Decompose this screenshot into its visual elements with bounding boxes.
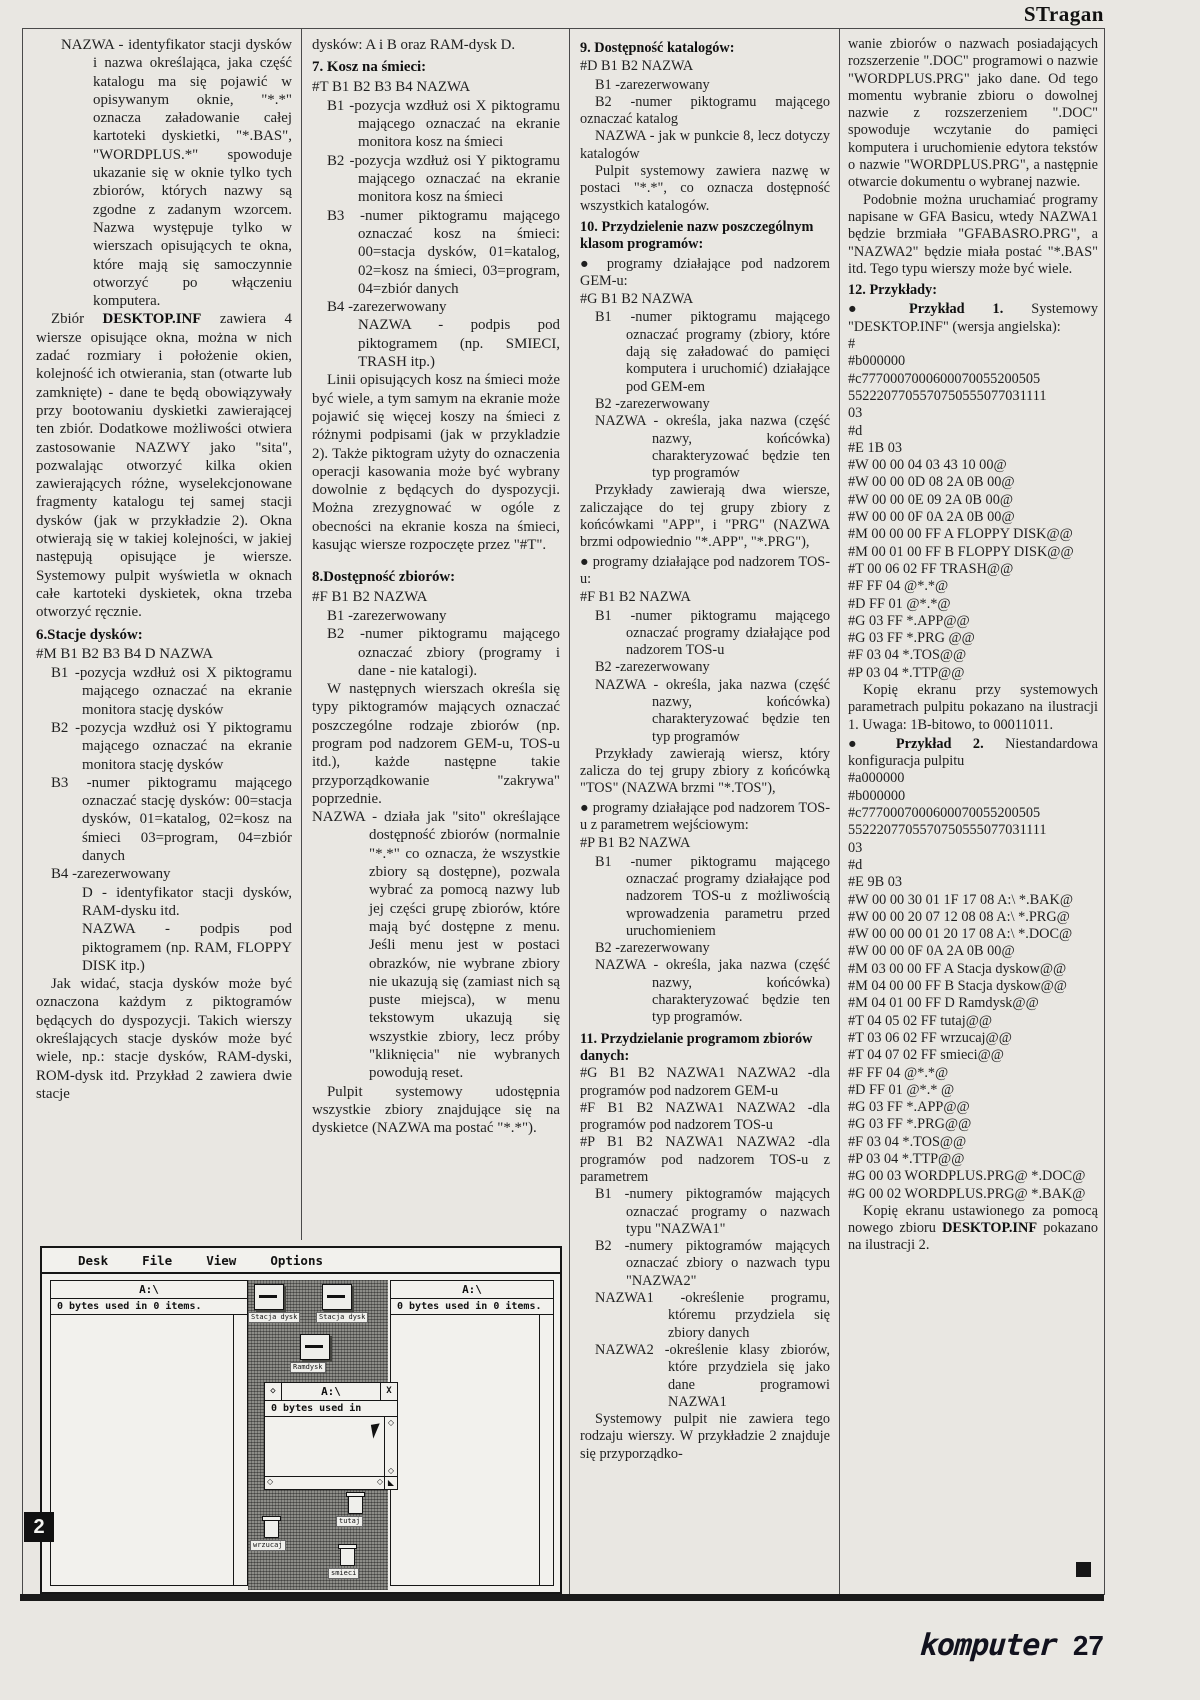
text-block: dysków: A i B oraz RAM-dysk D. bbox=[312, 37, 516, 53]
text-block: NAZWA - identyfikator stacji dysków i nazwa określająca, jaka część katalogu ma się pojawić w opisywanym oknie, "*.*" oznacza załadowanie całej kartoteki dyskietki, "*.BAS", "WORDPLUS.*" spowoduje ukazanie się w oknie tylko tych zbiorów, których nazwy są zgodne z zadanym wzorcem. Nazwa występuje tylko w wierszach opisujących te okna, które mają się samoczynnie otworzyć po włączeniu komputera. bbox=[61, 37, 292, 310]
window-info: 0 bytes used in 0 items. bbox=[51, 1299, 247, 1315]
text-block: B3 -numer piktogramu mającego oznaczać stację dysków: 00=stacja dysków, 01=katalog, 02=kosz na śmieci 03=program, 04=zbiór danych bbox=[51, 774, 292, 865]
text-block: #F FF 04 @*.*@ bbox=[848, 1064, 949, 1081]
text-block: #F 03 04 *.TOS@@ bbox=[848, 1133, 967, 1150]
text-block: #F FF 04 @*.*@ bbox=[848, 578, 949, 595]
text-block: B1 -numer piktogramu mającego oznaczać programy (zbiory, które dają się załadować do pamięci komputera i uruchomić) działające pod GEM-em bbox=[595, 309, 830, 395]
magazine-logo: komputer bbox=[919, 1628, 1059, 1663]
text-block: NAZWA - określa, jaka nazwa (część nazwy, końcówka) charakteryzować będzie ten typ programów. bbox=[595, 957, 830, 1026]
text-block: #c7770007000600070055200505 bbox=[848, 370, 1041, 387]
window-title: A:\ bbox=[321, 1385, 341, 1398]
text-block: B2 -zarezerwowany bbox=[595, 659, 710, 676]
text-block: wanie zbiorów o nazwach posiadających rozszerzenie ".DOC" programowi o nazwie "WORDPLUS.PRG" jako dane. Od tego momentu wybranie zbioru o dowolnej nazwie z rozszerzeniem ".DOC" spowoduje wczytanie do pamięci komputera i uruchomienie edytora tekstów o nazwie "WORDPLUS.PRG", a następnie otwarcie dokumentu o wybranej nazwie. bbox=[848, 36, 1098, 191]
page-number: 27 bbox=[1072, 1630, 1104, 1661]
text-block: #M 00 01 00 FF B FLOPPY DISK@@ bbox=[848, 543, 1074, 560]
text-block: #d bbox=[848, 422, 863, 439]
text-block: B1 -zarezerwowany bbox=[595, 76, 710, 93]
text-block: #M B1 B2 B3 B4 D NAZWA bbox=[36, 645, 214, 662]
window-titlebar bbox=[265, 1383, 397, 1401]
text-block: Przykłady zawierają dwa wiersze, zaliczające do tej grupy zbiory z końcówkami "APP", i "PRG" (NAZWA brzmi odpowiednio "*.APP", "*.PRG"), bbox=[580, 482, 830, 551]
floppy-drive-icon bbox=[254, 1284, 284, 1310]
text-block: B2 -pozycja wzdłuż osi Y piktogramu mającego oznaczać na ekranie monitora stację dysków bbox=[51, 719, 292, 773]
text-block: #E 9B 03 bbox=[848, 874, 903, 891]
text-block: B2 -numer piktogramu mającego oznaczać katalog bbox=[580, 93, 830, 128]
text-block: #F B1 B2 NAZWA bbox=[580, 589, 691, 606]
text-block: Systemowy pulpit nie zawiera tego rodzaju wierszy. W przykładzie 2 znajduje się przyporządko- bbox=[580, 1411, 830, 1462]
window-title: A:\ bbox=[51, 1281, 247, 1299]
text-block: Linii opisujących kosz na śmieci może być wiele, a tym samym na ekranie może pojawić się więcej koszy na śmieci z różnymi podpisami (jak w przykladzie 2). Także piktogram użyty do oznaczenia operacji kasowania może być wybrany dowolnie z będących do dyspozycji. Można zrezygnować w ogóle z obecności na ekranie kosza na śmieci, kasując wiersze rozpoczęte przez "#T". bbox=[312, 372, 560, 554]
text-block: Przykłady zawierają wiersz, który zalicza do tej grupy zbiory z końcówką "TOS" (NAZWA brzmi "*.TOS"), bbox=[580, 745, 830, 797]
menu-item-file: File bbox=[142, 1252, 173, 1268]
gem-window-left bbox=[50, 1280, 248, 1586]
text-block: B4 -zarezerwowany bbox=[327, 299, 447, 316]
text-block: 10. Przydzielenie nazw poszczególnym klasom programów: bbox=[580, 218, 814, 253]
text-block: #P 03 04 *.TTP@@ bbox=[848, 664, 965, 681]
text-block: #G 00 02 WORDPLUS.PRG@ *.BAK@ bbox=[848, 1185, 1086, 1202]
text-block: Pulpit systemowy zawiera nazwę w postaci "*.*", co oznacza dostępność wszystkich katalogów. bbox=[580, 163, 830, 214]
text-block: #G 03 FF *.APP@@ bbox=[848, 1099, 970, 1116]
scroll-left-icon: ◇ bbox=[267, 1477, 274, 1486]
text-block: #T 04 07 02 FF smieci@@ bbox=[848, 1047, 1004, 1064]
menu-item-view: View bbox=[206, 1252, 237, 1268]
article-column-3 bbox=[580, 36, 830, 1588]
column-rule bbox=[569, 28, 570, 1594]
text-block: NAZWA - działa jak "sito" określające dostępność zbiorów (normalnie "*.*" co oznacza, że wszystkie zbiory są dostępne), pozwala wybrać za pomocą nazwy lub jej części grupę zbiorów, które mają być dostępne z menu. Jeśli menu jest w postaci obrazków, nie wybrane zbiory nie ukazują się (zamiast nich są puste miejsca), w menu tekstowym ukazują się wszystkie zbiory, lecz próby "kliknięcia" nie wybranych powodują reset. bbox=[312, 809, 560, 1082]
text-block: #F B1 B2 NAZWA bbox=[312, 588, 428, 605]
text-block: Pulpit systemowy udostępnia wszystkie zbiory znajdujące się na dyskietce (NAZWA ma postać "*.*"). bbox=[312, 1083, 560, 1137]
text-block: #G 03 FF *.PRG @@ bbox=[848, 630, 975, 647]
ramdisk-icon bbox=[300, 1334, 330, 1360]
icon-label: Stacja dysk bbox=[316, 1312, 368, 1323]
disk-slot bbox=[327, 1295, 345, 1298]
text-block: B2 -pozycja wzdłuż osi Y piktogramu mającego oznaczać na ekranie monitora kosz na śmieci bbox=[327, 152, 560, 206]
text-block: #G B1 B2 NAZWA1 NAZWA2 -dla programów pod nadzorem GEM-u bbox=[580, 1065, 830, 1099]
text-block: B1 -zarezerwowany bbox=[327, 607, 447, 624]
text-block: #D FF 01 @*.*@ bbox=[848, 595, 951, 612]
window-info: 0 bytes used in bbox=[265, 1401, 397, 1417]
text-block: #W 00 00 30 01 1F 17 08 A:\ *.BAK@ bbox=[848, 891, 1073, 908]
text-block: W następnych wierszach określa się typy piktogramów mających oznaczać poszczególne rodzaje zbiorów (np. program pod nadzorem GEM-u, TOS-u itd.), każde następne takie przyporządkowanie "zakrywa" poprzednie. bbox=[312, 681, 560, 807]
text-block: 03 bbox=[848, 405, 863, 422]
text-block: B2 -numery piktogramów mających oznaczać zbiory o nazwach typu "NAZWA2" bbox=[595, 1238, 830, 1289]
text-block: 12. Przykłady: bbox=[848, 282, 937, 299]
text-block: 8.Dostępność zbiorów: bbox=[312, 569, 456, 586]
text-block: #F 03 04 *.TOS@@ bbox=[848, 647, 967, 664]
fuller-icon: X bbox=[380, 1383, 397, 1400]
vertical-scrollbar bbox=[384, 1417, 397, 1477]
text-block: #G B1 B2 NAZWA bbox=[580, 291, 694, 308]
text-block: #d bbox=[848, 856, 863, 873]
text-block: #M 04 01 00 FF D Ramdysk@@ bbox=[848, 995, 1039, 1012]
column-rule bbox=[839, 28, 840, 1594]
text-block: B1 -pozycja wzdłuż osi X piktogramu mającego oznaczać na ekranie monitora kosz na śmieci bbox=[327, 97, 560, 151]
text-block: 5522207705570750555077031111 bbox=[848, 822, 1047, 839]
menu-item-options: Options bbox=[270, 1252, 324, 1268]
column-rule bbox=[301, 28, 302, 1240]
text-block: NAZWA - określa, jaka nazwa (część nazwy, końcówka) charakteryzować będzie ten typ programów bbox=[595, 413, 830, 482]
text-block: 9. Dostępność katalogów: bbox=[580, 40, 735, 56]
text-block: #G 03 FF *.APP@@ bbox=[848, 612, 970, 629]
text-block: Jak widać, stacja dysków może być oznaczona każdym z piktogramów będących do dyspozycji. Takich wierszy określających stacje dysków może być wiele, np.: stacje dysków, RAM-dyski, ROM-dysk itd. Przykład 2 zawiera dwie stacje bbox=[36, 976, 292, 1102]
icon-label: Stacja dysk bbox=[248, 1312, 300, 1323]
text-block: ● programy działające pod nadzorem TOS-u z parametrem wejściowym: bbox=[580, 799, 830, 834]
text-block: #T 00 06 02 FF TRASH@@ bbox=[848, 560, 1014, 577]
menu-item-desk: Desk bbox=[78, 1252, 109, 1268]
scrollbar bbox=[539, 1315, 553, 1585]
icon-label: smieci bbox=[328, 1568, 359, 1579]
bottom-rule bbox=[20, 1594, 1104, 1601]
text-block: ● programy działające pod nadzorem GEM-u: bbox=[580, 255, 830, 289]
window-title: A:\ bbox=[391, 1281, 553, 1299]
scroll-right-icon: ◇ bbox=[376, 1477, 383, 1486]
gem-window-right bbox=[390, 1280, 554, 1586]
text-block: B1 -numery piktogramów mających oznaczać programy o nazwach typu "NAZWA1" bbox=[595, 1186, 830, 1237]
horizontal-scrollbar bbox=[265, 1476, 385, 1489]
article-column-4 bbox=[848, 36, 1098, 1588]
text-block: 7. Kosz na śmieci: bbox=[312, 59, 427, 76]
text-block: #P 03 04 *.TTP@@ bbox=[848, 1151, 965, 1167]
text-block: B2 -numer piktogramu mającego oznaczać zbiory (programy i dane - nie katalogi). bbox=[327, 626, 560, 679]
resize-icon: ◣ bbox=[384, 1476, 397, 1489]
text-block: NAZWA2 -określenie klasy zbiorów, które przydziela się jako dane programowi NAZWA1 bbox=[595, 1341, 830, 1410]
text-block: NAZWA1 -określenie programu, któremu przydziela się zbiory danych bbox=[595, 1290, 830, 1341]
text-block: B3 -numer piktogramu mającego oznaczać kosz na śmieci: 00=stacja dysków, 01=katalog, 02=kosz na śmieci, 03=program, 04=zbiór danych bbox=[327, 207, 560, 297]
text-block: #W 00 00 0D 08 2A 0B 00@ bbox=[848, 474, 1015, 491]
text-block: #M 04 00 00 FF B Stacja dyskow@@ bbox=[848, 978, 1067, 995]
text-block: #P B1 B2 NAZWA bbox=[580, 835, 691, 852]
icon-label: tutaj bbox=[336, 1516, 363, 1527]
text-block: #c7770007000600070055200505 bbox=[848, 805, 1041, 822]
text-block: ● Przykład 1. Systemowy "DESKTOP.INF" (wersja angielska): bbox=[848, 301, 1098, 335]
text-block: #T B1 B2 B3 B4 NAZWA bbox=[312, 78, 471, 95]
text-block: ● programy działające pod nadzorem TOS-u: bbox=[580, 553, 830, 587]
text-block: D - identyfikator stacji dysków, RAM-dysku itd. bbox=[82, 884, 292, 919]
page-footer bbox=[800, 1628, 1104, 1663]
icon-label: Ramdysk bbox=[290, 1362, 326, 1373]
floppy-drive-icon bbox=[322, 1284, 352, 1310]
text-block: #T 04 05 02 FF tutaj@@ bbox=[848, 1012, 993, 1029]
disk-slot bbox=[305, 1345, 323, 1348]
text-block: NAZWA - określa, jaka nazwa (część nazwy, końcówka) charakteryzować będzie ten typ programów bbox=[595, 676, 830, 745]
text-block: #W 00 00 04 03 43 10 00@ bbox=[848, 457, 1007, 474]
gem-menubar bbox=[42, 1248, 560, 1274]
scroll-up-icon: ◇ bbox=[387, 1418, 395, 1427]
text-block: #P B1 B2 NAZWA1 NAZWA2 -dla programów pod nadzorem TOS-u z parametrem bbox=[580, 1134, 830, 1185]
window-info: 0 bytes used in 0 items. bbox=[391, 1299, 553, 1315]
text-block: #G 00 03 WORDPLUS.PRG@ *.DOC@ bbox=[848, 1168, 1086, 1185]
trash-icon bbox=[340, 1548, 355, 1566]
text-block: 6.Stacje dysków: bbox=[36, 626, 143, 643]
text-block: B4 -zarezerwowany bbox=[51, 866, 171, 883]
text-block: ● Przykład 2. Niestandardowa konfiguracja pulpitu bbox=[848, 735, 1098, 770]
text-block: #D FF 01 @*.* @ bbox=[848, 1081, 955, 1098]
text-block: #b000000 bbox=[848, 353, 906, 370]
text-block: #b000000 bbox=[848, 787, 906, 804]
text-block: Kopię ekranu przy systemowych parametrach pulpitu pokazano na ilustracji 1. Uwaga: 1B-bitowo, to 00011011. bbox=[848, 681, 1098, 733]
text-block: B1 -numer piktogramu mającego oznaczać programy działające pod nadzorem TOS-u bbox=[595, 607, 830, 659]
figure-gem-desktop bbox=[40, 1246, 562, 1594]
text-block: #W 00 00 00 01 20 17 08 A:\ *.DOC@ bbox=[848, 926, 1073, 943]
text-block: #W 00 00 20 07 12 08 08 A:\ *.PRG@ bbox=[848, 908, 1070, 925]
text-block: NAZWA - jak w punkcie 8, lecz dotyczy katalogów bbox=[580, 128, 830, 162]
icon-label: wrzucaj bbox=[250, 1540, 286, 1551]
text-block: 11. Przydzielanie programom zbiorów danych: bbox=[580, 1030, 813, 1064]
disk-slot bbox=[259, 1295, 277, 1298]
trash-icon bbox=[348, 1496, 363, 1514]
page-number-badge: 2 bbox=[24, 1512, 54, 1542]
text-block: # bbox=[848, 336, 856, 353]
text-block: #E 1B 03 bbox=[848, 439, 903, 456]
trash-icon bbox=[264, 1520, 279, 1538]
text-block: #W 00 00 0E 09 2A 0B 00@ bbox=[848, 491, 1014, 508]
text-block: 5522207705570750555077031111 bbox=[848, 387, 1047, 404]
text-block: Zbiór DESKTOP.INF zawiera 4 wiersze opisujące okna, można w nich zadać rozmiary i położenie okien, kolejność ich otwierania, stan (otwarte lub zamknięte) - dane te będą obowiązywały przy bootowaniu dyskietki zawierającej ten zbiór. Dodatkowe możliwości otwiera zastosowanie NAZWY jako "sita", pozwalając otworzyć kilka okien zawierających różne, wyselekcjonowane fragmenty katalogu tej samej stacji dysków (jak w przykładzie 2). Okna otwierają się w takiej kolejności, w jakiej następują opisujące je wiersze. Systemowy pulpit wyświetla w oknach całe kartoteki dyskietek, okna trzeba otworzyć ręcznie. bbox=[36, 311, 292, 621]
section-header: STragan bbox=[1023, 2, 1104, 26]
text-block: #a000000 bbox=[848, 770, 905, 787]
text-block: #D B1 B2 NAZWA bbox=[580, 58, 694, 75]
text-block: B1 -pozycja wzdłuż osi X piktogramu mającego oznaczać na ekranie monitora stację dysków bbox=[51, 665, 292, 718]
text-block: B1 -numer piktogramu mającego oznaczać programy działające pod nadzorem TOS-u z możliwością wprowadzenia parametru przed uruchomieniem bbox=[595, 853, 830, 939]
text-block: NAZWA - podpis pod piktogramem (np. SMIECI, TRASH itp.) bbox=[358, 317, 560, 371]
scrollbar bbox=[233, 1315, 247, 1585]
text-block: #W 00 00 0F 0A 2A 0B 00@ bbox=[848, 943, 1015, 960]
text-block: #M 00 00 00 FF A FLOPPY DISK@@ bbox=[848, 526, 1073, 543]
text-block: NAZWA - podpis pod piktogramem (np. RAM, FLOPPY DISK itp.) bbox=[82, 921, 292, 974]
text-block: B2 -zarezerwowany bbox=[595, 395, 710, 412]
text-block: Podobnie można uruchamiać programy napisane w GFA Basicu, wtedy NAZWA1 będzie brzmiała "GFABASRO.PRG", a "NAZWA2" będzie miała postać "*.BAS" itd. Tego typu wierszy może być wiele. bbox=[848, 191, 1098, 277]
text-block: Kopię ekranu ustawionego za pomocą nowego zbioru DESKTOP.INF pokazano na ilustracji 2. bbox=[848, 1202, 1098, 1254]
text-block: #M 03 00 00 FF A Stacja dyskow@@ bbox=[848, 960, 1067, 977]
end-of-article-marker bbox=[1076, 1562, 1091, 1577]
scroll-down-icon: ◇ bbox=[387, 1466, 395, 1475]
text-block: B2 -zarezerwowany bbox=[595, 940, 710, 957]
text-block: #G 03 FF *.PRG@@ bbox=[848, 1116, 972, 1133]
text-block: #F B1 B2 NAZWA1 NAZWA2 -dla programów pod nadzorem TOS-u bbox=[580, 1099, 830, 1134]
close-icon: ◇ bbox=[265, 1383, 282, 1400]
article-column-2 bbox=[312, 36, 560, 1238]
text-block: 03 bbox=[848, 839, 863, 856]
text-block: #T 03 06 02 FF wrzucaj@@ bbox=[848, 1029, 1012, 1046]
text-block: #W 00 00 0F 0A 2A 0B 00@ bbox=[848, 509, 1015, 526]
article-column-1 bbox=[36, 36, 292, 1238]
